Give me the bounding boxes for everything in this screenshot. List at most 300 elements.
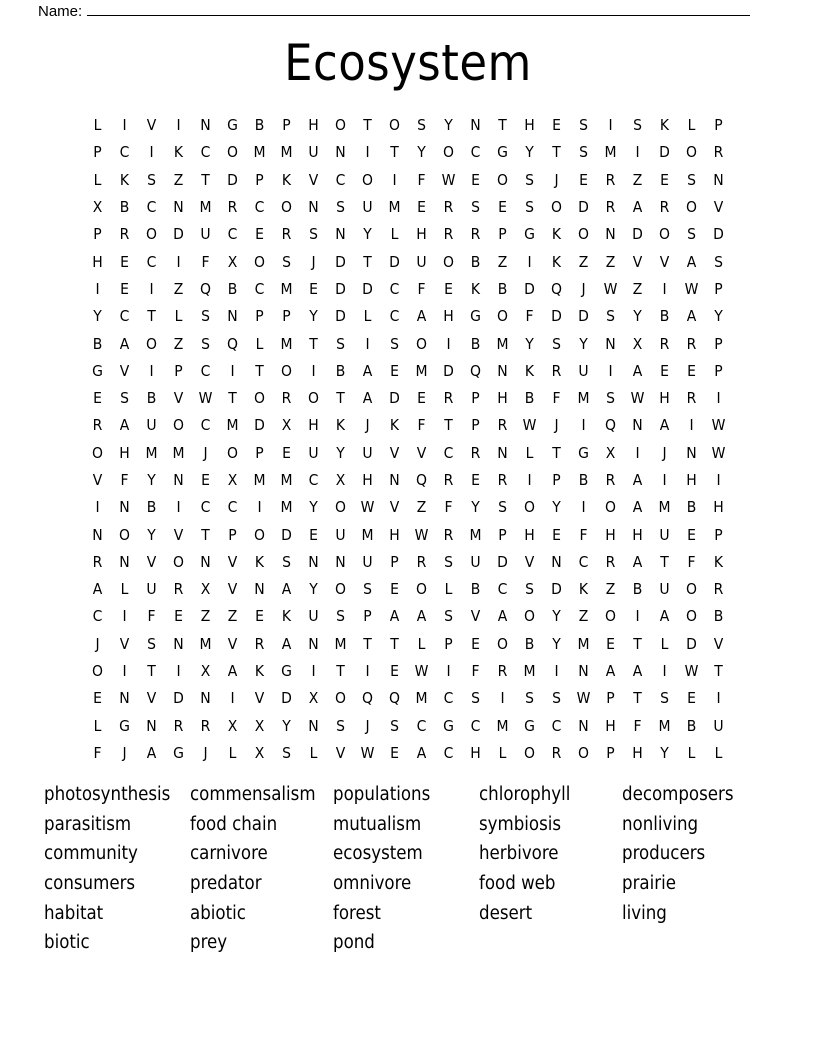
grid-letter[interactable]: N	[335, 143, 346, 162]
grid-letter[interactable]: O	[92, 443, 103, 462]
grid-letter[interactable]: F	[471, 662, 480, 681]
grid-letter[interactable]: N	[497, 361, 508, 380]
grid-letter[interactable]: R	[470, 443, 481, 462]
grid-letter[interactable]: L	[660, 634, 669, 653]
grid-letter[interactable]: M	[469, 525, 482, 544]
grid-letter[interactable]: D	[281, 689, 292, 708]
grid-letter[interactable]: L	[687, 116, 696, 135]
grid-letter[interactable]: I	[95, 279, 100, 298]
grid-letter[interactable]: M	[280, 471, 293, 489]
grid-letter[interactable]: O	[524, 498, 535, 517]
grid-letter[interactable]: C	[200, 416, 211, 435]
grid-letter[interactable]: K	[281, 607, 292, 626]
grid-letter[interactable]: L	[228, 743, 237, 762]
grid-letter[interactable]: F	[687, 552, 696, 571]
grid-letter[interactable]: M	[388, 198, 401, 217]
grid-letter[interactable]: B	[659, 307, 670, 326]
grid-letter[interactable]: P	[93, 225, 102, 244]
grid-letter[interactable]: C	[578, 552, 589, 571]
grid-letter[interactable]: O	[497, 170, 508, 189]
grid-letter[interactable]: C	[416, 716, 427, 735]
grid-letter[interactable]: I	[581, 416, 586, 435]
grid-letter[interactable]: M	[577, 389, 590, 408]
grid-letter[interactable]: P	[714, 116, 723, 135]
grid-letter[interactable]: U	[308, 143, 319, 162]
grid-letter[interactable]: Y	[525, 143, 534, 162]
grid-letter[interactable]: T	[228, 389, 237, 408]
grid-letter[interactable]: C	[200, 143, 211, 162]
grid-letter[interactable]: E	[390, 743, 399, 762]
grid-letter[interactable]: R	[443, 225, 454, 244]
grid-letter[interactable]: C	[200, 361, 211, 380]
grid-letter[interactable]: V	[173, 389, 184, 408]
grid-letter[interactable]: J	[581, 279, 586, 298]
grid-letter[interactable]: J	[122, 743, 127, 762]
grid-letter[interactable]: H	[443, 307, 454, 326]
grid-letter[interactable]: O	[686, 143, 697, 162]
grid-letter[interactable]: S	[525, 580, 534, 599]
grid-letter[interactable]: Y	[147, 525, 156, 544]
grid-letter[interactable]: S	[525, 170, 534, 189]
grid-letter[interactable]: H	[470, 743, 481, 762]
grid-letter[interactable]: A	[632, 662, 643, 681]
grid-letter[interactable]: S	[120, 389, 129, 408]
grid-letter[interactable]: N	[119, 498, 130, 517]
word-list-item[interactable]: symbiosis	[479, 813, 562, 835]
grid-letter[interactable]: C	[146, 252, 157, 271]
grid-letter[interactable]: M	[280, 143, 293, 162]
grid-letter[interactable]: U	[362, 443, 373, 462]
grid-letter[interactable]: I	[608, 116, 613, 135]
grid-letter[interactable]: O	[443, 143, 454, 162]
grid-letter[interactable]: V	[389, 498, 400, 517]
grid-letter[interactable]: P	[255, 307, 264, 326]
grid-letter[interactable]: V	[227, 634, 238, 653]
grid-letter[interactable]: H	[524, 525, 535, 544]
grid-letter[interactable]: C	[551, 716, 562, 735]
grid-letter[interactable]: T	[147, 662, 156, 681]
word-list-item[interactable]: community	[44, 843, 138, 865]
grid-letter[interactable]: I	[446, 334, 451, 353]
grid-letter[interactable]: X	[227, 716, 238, 735]
grid-letter[interactable]: R	[713, 143, 724, 162]
grid-letter[interactable]: S	[417, 116, 426, 135]
grid-letter[interactable]: S	[579, 143, 588, 162]
grid-letter[interactable]: R	[443, 525, 454, 544]
grid-letter[interactable]: E	[579, 170, 588, 189]
grid-letter[interactable]: P	[174, 361, 183, 380]
grid-letter[interactable]: S	[525, 198, 534, 217]
grid-letter[interactable]: O	[335, 689, 346, 708]
grid-letter[interactable]: O	[497, 634, 508, 653]
grid-letter[interactable]: K	[551, 225, 562, 244]
grid-letter[interactable]: W	[441, 170, 456, 189]
grid-letter[interactable]: O	[605, 607, 616, 626]
grid-letter[interactable]: N	[173, 471, 184, 489]
grid-letter[interactable]: T	[498, 116, 507, 135]
grid-letter[interactable]: P	[714, 334, 723, 353]
grid-letter[interactable]: D	[551, 580, 562, 599]
grid-letter[interactable]: R	[443, 471, 454, 489]
grid-letter[interactable]: Y	[417, 143, 426, 162]
grid-letter[interactable]: R	[605, 170, 616, 189]
grid-letter[interactable]: K	[659, 116, 670, 135]
grid-letter[interactable]: O	[335, 498, 346, 517]
grid-letter[interactable]: T	[363, 634, 372, 653]
grid-letter[interactable]: Z	[416, 498, 427, 517]
grid-letter[interactable]: U	[200, 225, 211, 244]
grid-letter[interactable]: E	[606, 634, 615, 653]
grid-letter[interactable]: D	[254, 416, 265, 435]
grid-letter[interactable]: L	[93, 716, 102, 735]
grid-letter[interactable]: A	[227, 662, 238, 681]
grid-letter[interactable]: R	[416, 552, 427, 571]
grid-letter[interactable]: I	[230, 689, 235, 708]
grid-letter[interactable]: G	[470, 307, 481, 326]
grid-letter[interactable]: M	[280, 279, 293, 298]
grid-letter[interactable]: D	[281, 525, 292, 544]
grid-letter[interactable]: B	[335, 361, 346, 380]
grid-letter[interactable]: S	[471, 198, 480, 217]
grid-letter[interactable]: X	[605, 443, 616, 462]
grid-letter[interactable]: R	[119, 225, 130, 244]
grid-letter[interactable]: N	[578, 716, 589, 735]
grid-letter[interactable]: H	[497, 389, 508, 408]
grid-letter[interactable]: T	[444, 416, 453, 435]
grid-letter[interactable]: E	[660, 170, 669, 189]
grid-letter[interactable]: S	[444, 607, 453, 626]
grid-letter[interactable]: S	[282, 252, 291, 271]
grid-letter[interactable]: Y	[660, 743, 669, 762]
word-list-item[interactable]: photosynthesis	[44, 784, 171, 805]
grid-letter[interactable]: N	[308, 716, 319, 735]
grid-letter[interactable]: A	[281, 634, 292, 653]
grid-letter[interactable]: O	[227, 443, 238, 462]
grid-letter[interactable]: F	[147, 607, 156, 626]
grid-letter[interactable]: Q	[200, 279, 211, 298]
word-list-item[interactable]: desert	[479, 902, 533, 924]
grid-letter[interactable]: K	[389, 416, 400, 435]
grid-letter[interactable]: R	[92, 416, 103, 435]
grid-letter[interactable]: E	[471, 634, 480, 653]
word-list-item[interactable]: habitat	[44, 902, 104, 924]
grid-letter[interactable]: I	[311, 361, 316, 380]
grid-letter[interactable]: H	[389, 525, 400, 544]
grid-letter[interactable]: G	[497, 143, 508, 162]
grid-letter[interactable]: U	[659, 525, 670, 544]
grid-letter[interactable]: Y	[552, 498, 561, 517]
grid-letter[interactable]: N	[551, 552, 562, 571]
grid-letter[interactable]: U	[146, 580, 157, 599]
grid-letter[interactable]: M	[145, 443, 158, 462]
grid-letter[interactable]: A	[686, 252, 697, 271]
grid-letter[interactable]: B	[524, 634, 535, 653]
grid-letter[interactable]: D	[632, 225, 643, 244]
grid-letter[interactable]: E	[309, 279, 318, 298]
grid-letter[interactable]: E	[417, 389, 426, 408]
grid-letter[interactable]: S	[525, 689, 534, 708]
grid-letter[interactable]: O	[686, 198, 697, 217]
grid-letter[interactable]: C	[497, 580, 508, 599]
grid-letter[interactable]: A	[119, 334, 130, 353]
grid-letter[interactable]: D	[173, 225, 184, 244]
grid-letter[interactable]: R	[173, 580, 184, 599]
grid-letter[interactable]: F	[633, 716, 642, 735]
grid-letter[interactable]: O	[227, 143, 238, 162]
grid-letter[interactable]: M	[361, 525, 374, 544]
grid-letter[interactable]: Y	[309, 498, 318, 517]
grid-letter[interactable]: O	[416, 580, 427, 599]
word-list-item[interactable]: living	[622, 902, 667, 924]
grid-letter[interactable]: A	[632, 498, 643, 517]
grid-letter[interactable]: S	[471, 689, 480, 708]
grid-letter[interactable]: N	[605, 334, 616, 353]
word-list-item[interactable]: chlorophyll	[479, 784, 571, 805]
grid-letter[interactable]: W	[360, 743, 375, 762]
grid-letter[interactable]: A	[416, 743, 427, 762]
name-input-blank[interactable]	[87, 2, 750, 16]
grid-letter[interactable]: N	[335, 552, 346, 571]
grid-letter[interactable]: S	[606, 389, 615, 408]
grid-letter[interactable]: O	[524, 607, 535, 626]
grid-letter[interactable]: L	[255, 334, 264, 353]
grid-letter[interactable]: W	[684, 279, 699, 298]
grid-letter[interactable]: T	[363, 252, 372, 271]
grid-letter[interactable]: D	[524, 279, 535, 298]
grid-letter[interactable]: I	[662, 471, 667, 489]
grid-letter[interactable]: E	[255, 607, 264, 626]
grid-letter[interactable]: P	[606, 743, 615, 762]
grid-letter[interactable]: P	[363, 607, 372, 626]
grid-letter[interactable]: D	[335, 279, 346, 298]
grid-letter[interactable]: D	[578, 198, 589, 217]
grid-letter[interactable]: S	[147, 170, 156, 189]
word-list-item[interactable]: pond	[333, 932, 375, 954]
word-list-item[interactable]: prairie	[622, 873, 676, 895]
grid-letter[interactable]: Q	[551, 279, 562, 298]
grid-letter[interactable]: D	[551, 307, 562, 326]
grid-letter[interactable]: A	[362, 361, 373, 380]
grid-letter[interactable]: W	[630, 389, 645, 408]
grid-letter[interactable]: Q	[416, 471, 427, 489]
grid-letter[interactable]: B	[632, 580, 643, 599]
grid-letter[interactable]: F	[120, 471, 129, 489]
grid-letter[interactable]: N	[686, 443, 697, 462]
grid-letter[interactable]: C	[200, 498, 211, 517]
grid-letter[interactable]: G	[173, 743, 184, 762]
word-list-item[interactable]: parasitism	[44, 813, 132, 835]
grid-letter[interactable]: R	[497, 471, 508, 489]
grid-letter[interactable]: S	[444, 552, 453, 571]
grid-letter[interactable]: U	[146, 416, 157, 435]
word-list-item[interactable]: predator	[190, 873, 262, 895]
grid-letter[interactable]: E	[120, 279, 129, 298]
grid-letter[interactable]: R	[686, 334, 697, 353]
grid-letter[interactable]: E	[390, 580, 399, 599]
grid-letter[interactable]: C	[443, 743, 454, 762]
grid-letter[interactable]: Q	[362, 689, 373, 708]
grid-letter[interactable]: F	[417, 170, 426, 189]
grid-letter[interactable]: I	[365, 662, 370, 681]
grid-letter[interactable]: B	[524, 389, 535, 408]
grid-letter[interactable]: R	[470, 225, 481, 244]
grid-letter[interactable]: E	[255, 225, 264, 244]
grid-letter[interactable]: H	[605, 525, 616, 544]
grid-letter[interactable]: X	[281, 416, 292, 435]
grid-letter[interactable]: S	[390, 716, 399, 735]
grid-letter[interactable]: T	[390, 143, 399, 162]
grid-letter[interactable]: O	[335, 116, 346, 135]
grid-letter[interactable]: X	[254, 743, 265, 762]
grid-letter[interactable]: G	[119, 716, 130, 735]
grid-letter[interactable]: F	[552, 389, 561, 408]
word-list-item[interactable]: decomposers	[622, 784, 734, 805]
grid-letter[interactable]: K	[578, 580, 589, 599]
grid-letter[interactable]: X	[254, 716, 265, 735]
grid-letter[interactable]: N	[173, 634, 184, 653]
grid-letter[interactable]: X	[308, 689, 319, 708]
grid-letter[interactable]: U	[308, 607, 319, 626]
grid-letter[interactable]: X	[200, 662, 211, 681]
grid-letter[interactable]: I	[581, 498, 586, 517]
grid-letter[interactable]: O	[578, 743, 589, 762]
grid-letter[interactable]: E	[660, 361, 669, 380]
grid-letter[interactable]: M	[496, 334, 509, 353]
grid-letter[interactable]: T	[363, 116, 372, 135]
grid-letter[interactable]: O	[686, 580, 697, 599]
grid-letter[interactable]: M	[496, 716, 509, 735]
grid-letter[interactable]: O	[308, 389, 319, 408]
grid-letter[interactable]: I	[689, 416, 694, 435]
grid-letter[interactable]: Z	[605, 580, 616, 599]
grid-letter[interactable]: N	[335, 225, 346, 244]
grid-letter[interactable]: I	[500, 689, 505, 708]
grid-letter[interactable]: A	[632, 198, 643, 217]
word-list-item[interactable]: ecosystem	[333, 843, 423, 865]
grid-letter[interactable]: S	[552, 334, 561, 353]
word-list-item[interactable]: abiotic	[190, 902, 246, 924]
grid-letter[interactable]: A	[686, 307, 697, 326]
grid-letter[interactable]: L	[417, 634, 426, 653]
grid-letter[interactable]: M	[415, 689, 428, 708]
grid-letter[interactable]: I	[662, 662, 667, 681]
grid-letter[interactable]: P	[282, 116, 291, 135]
grid-letter[interactable]: K	[254, 552, 265, 571]
grid-letter[interactable]: P	[93, 143, 102, 162]
grid-letter[interactable]: Y	[633, 307, 642, 326]
grid-letter[interactable]: J	[365, 716, 370, 735]
grid-letter[interactable]: A	[632, 552, 643, 571]
grid-letter[interactable]: D	[362, 279, 373, 298]
grid-letter[interactable]: W	[711, 443, 726, 462]
grid-letter[interactable]: Y	[93, 307, 102, 326]
grid-letter[interactable]: B	[713, 607, 724, 626]
grid-letter[interactable]: A	[119, 416, 130, 435]
grid-letter[interactable]: E	[120, 252, 129, 271]
grid-letter[interactable]: G	[524, 225, 535, 244]
grid-letter[interactable]: U	[362, 198, 373, 217]
grid-letter[interactable]: N	[632, 416, 643, 435]
grid-letter[interactable]: C	[443, 689, 454, 708]
grid-letter[interactable]: K	[119, 170, 130, 189]
grid-letter[interactable]: D	[389, 389, 400, 408]
grid-letter[interactable]: M	[253, 143, 266, 162]
grid-letter[interactable]: R	[92, 552, 103, 571]
grid-letter[interactable]: P	[498, 225, 507, 244]
grid-letter[interactable]: E	[687, 689, 696, 708]
grid-letter[interactable]: Z	[497, 252, 508, 271]
grid-letter[interactable]: H	[92, 252, 103, 271]
grid-letter[interactable]: O	[362, 170, 373, 189]
grid-letter[interactable]: H	[416, 225, 427, 244]
grid-letter[interactable]: C	[254, 279, 265, 298]
grid-letter[interactable]: N	[578, 662, 589, 681]
grid-letter[interactable]: T	[390, 634, 399, 653]
grid-letter[interactable]: M	[415, 361, 428, 380]
grid-letter[interactable]: Y	[309, 580, 318, 599]
grid-letter[interactable]: C	[119, 143, 130, 162]
grid-letter[interactable]: Z	[632, 279, 643, 298]
grid-letter[interactable]: V	[308, 170, 319, 189]
grid-letter[interactable]: E	[687, 525, 696, 544]
word-list-item[interactable]: commensalism	[190, 784, 316, 805]
grid-letter[interactable]: A	[146, 743, 157, 762]
grid-letter[interactable]: M	[226, 416, 239, 435]
grid-letter[interactable]: V	[146, 552, 157, 571]
grid-letter[interactable]: S	[282, 743, 291, 762]
grid-letter[interactable]: T	[552, 143, 561, 162]
grid-letter[interactable]: F	[417, 279, 426, 298]
grid-letter[interactable]: I	[149, 361, 154, 380]
grid-letter[interactable]: C	[92, 607, 103, 626]
grid-letter[interactable]: Q	[227, 334, 238, 353]
word-list-item[interactable]: consumers	[44, 873, 136, 895]
grid-letter[interactable]: A	[416, 607, 427, 626]
grid-letter[interactable]: T	[201, 525, 210, 544]
grid-letter[interactable]: D	[335, 307, 346, 326]
grid-letter[interactable]: L	[498, 743, 507, 762]
word-list-item[interactable]: herbivore	[479, 843, 559, 865]
grid-letter[interactable]: Y	[147, 471, 156, 489]
grid-letter[interactable]: E	[471, 170, 480, 189]
grid-letter[interactable]: S	[714, 252, 723, 271]
grid-letter[interactable]: S	[309, 225, 318, 244]
grid-letter[interactable]: M	[658, 498, 671, 517]
grid-letter[interactable]: V	[227, 552, 238, 571]
grid-letter[interactable]: L	[309, 743, 318, 762]
grid-letter[interactable]: R	[686, 389, 697, 408]
grid-letter[interactable]: X	[632, 334, 643, 353]
grid-letter[interactable]: L	[390, 225, 399, 244]
grid-letter[interactable]: S	[552, 689, 561, 708]
grid-letter[interactable]: U	[416, 252, 427, 271]
grid-letter[interactable]: V	[173, 525, 184, 544]
grid-letter[interactable]: Z	[578, 252, 589, 271]
grid-letter[interactable]: L	[687, 743, 696, 762]
grid-letter[interactable]: R	[605, 552, 616, 571]
grid-letter[interactable]: I	[446, 662, 451, 681]
grid-letter[interactable]: B	[92, 334, 103, 353]
grid-letter[interactable]: S	[201, 307, 210, 326]
grid-letter[interactable]: O	[146, 334, 157, 353]
grid-letter[interactable]: H	[713, 498, 724, 517]
grid-letter[interactable]: J	[554, 170, 559, 189]
grid-letter[interactable]: I	[149, 143, 154, 162]
grid-letter[interactable]: C	[227, 498, 238, 517]
grid-letter[interactable]: I	[176, 252, 181, 271]
grid-letter[interactable]: S	[336, 198, 345, 217]
grid-letter[interactable]: H	[308, 416, 319, 435]
